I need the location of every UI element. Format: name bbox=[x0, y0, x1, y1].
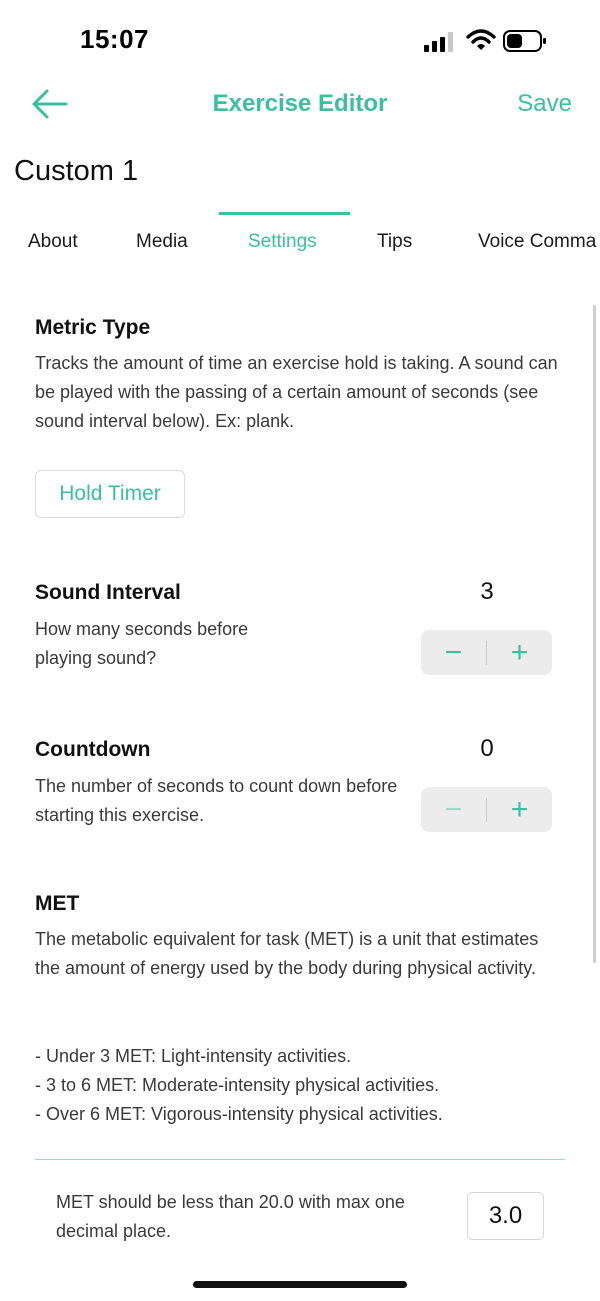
met-value-input[interactable]: 3.0 bbox=[467, 1192, 544, 1240]
tab-about[interactable]: About bbox=[28, 231, 78, 252]
sound-interval-value: 3 bbox=[480, 578, 494, 605]
countdown-description: The number of seconds to count down before starting this exercise. bbox=[35, 776, 398, 825]
metric-type-description: Tracks the amount of time an exercise hold is taking. A sound can be played with the passing of a certain amount of seconds (see sound interval below). Ex: plank. bbox=[35, 353, 558, 431]
sound-interval-stepper bbox=[421, 630, 552, 675]
plus-icon: + bbox=[510, 792, 529, 826]
cellular-signal-icon bbox=[424, 32, 458, 52]
sound-interval-decrement-button[interactable] bbox=[421, 630, 486, 675]
minus-icon: − bbox=[444, 792, 463, 826]
exercise-name[interactable]: Custom 1 bbox=[14, 155, 139, 187]
met-heading: MET bbox=[35, 892, 80, 915]
countdown-value: 0 bbox=[480, 735, 494, 762]
metric-type-heading: Metric Type bbox=[35, 316, 151, 339]
sound-interval-description: How many seconds before playing sound? bbox=[35, 619, 249, 668]
plus-icon: + bbox=[510, 635, 529, 669]
battery-icon bbox=[503, 30, 547, 52]
countdown-stepper bbox=[421, 787, 552, 832]
met-level-vigorous: - Over 6 MET: Vigorous-intensity physical activities. bbox=[35, 1104, 443, 1124]
met-validation-note: MET should be less than 20.0 with max one decimal place. bbox=[56, 1192, 405, 1241]
tab-settings[interactable]: Settings bbox=[248, 231, 317, 252]
sound-interval-heading: Sound Interval bbox=[35, 581, 181, 604]
countdown-heading: Countdown bbox=[35, 738, 151, 761]
met-description: The metabolic equivalent for task (MET) is a unit that estimates the amount of energy used by the body during physical activity. bbox=[35, 929, 539, 978]
status-time: 15:07 bbox=[80, 24, 149, 54]
page-title: Exercise Editor bbox=[212, 90, 388, 117]
countdown-decrement-button[interactable] bbox=[421, 787, 486, 832]
home-indicator[interactable] bbox=[193, 1281, 407, 1288]
tab-voice-commands[interactable]: Voice Comma bbox=[478, 231, 597, 252]
scrollbar[interactable] bbox=[593, 305, 596, 963]
met-level-moderate: - 3 to 6 MET: Moderate-intensity physical activities. bbox=[35, 1075, 440, 1095]
tab-tips[interactable]: Tips bbox=[377, 231, 413, 252]
active-tab-indicator bbox=[219, 212, 350, 215]
sound-interval-increment-button[interactable] bbox=[487, 630, 552, 675]
minus-icon: − bbox=[444, 635, 463, 669]
metric-type-button[interactable]: Hold Timer bbox=[35, 470, 185, 518]
divider bbox=[35, 1159, 565, 1160]
met-level-light: - Under 3 MET: Light-intensity activities. bbox=[35, 1046, 352, 1066]
tab-media[interactable]: Media bbox=[136, 231, 188, 252]
countdown-increment-button[interactable] bbox=[487, 787, 552, 832]
wifi-icon bbox=[466, 28, 496, 52]
save-button[interactable]: Save bbox=[517, 90, 572, 117]
